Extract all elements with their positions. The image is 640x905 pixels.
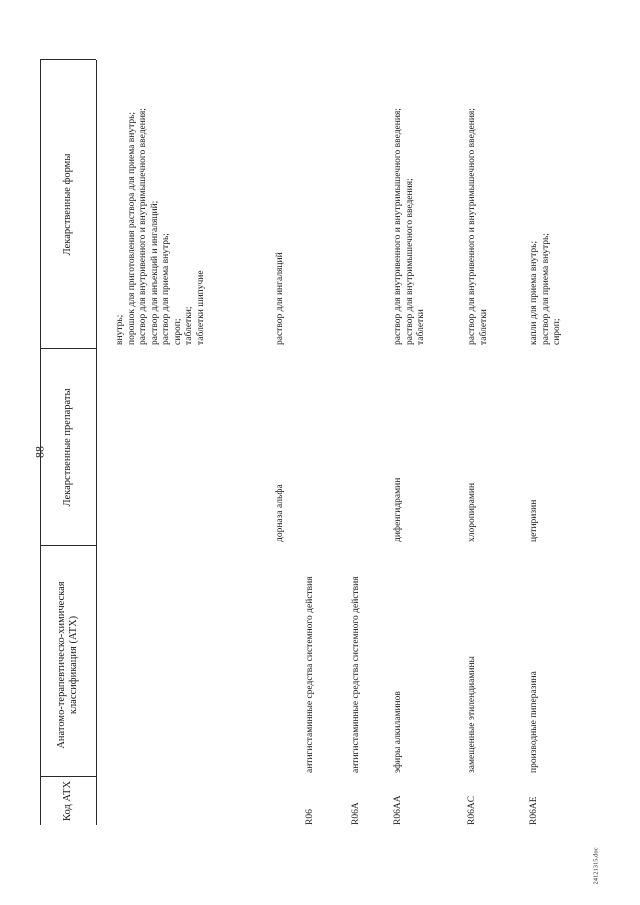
form-line: таблетки шипучие (195, 270, 206, 345)
code-cell: R06 (305, 809, 315, 825)
code-cell: R06AA (393, 795, 403, 825)
form-line: порошок для приготовления раствора для приема внутрь; (126, 111, 137, 345)
drug-cell: дорназа альфа (275, 484, 285, 542)
form-line: таблетки (416, 309, 426, 345)
form-line: таблетки (478, 309, 489, 345)
form-line: раствор для внутривенного и внутримышечного введения; (138, 108, 148, 345)
form-line: таблетки; (184, 306, 194, 345)
form-line: раствор для ингаляций (275, 252, 285, 345)
forms-cell (275, 60, 287, 345)
forms-cell (393, 60, 428, 345)
forms-cell (467, 60, 490, 345)
classification-cell: замещенные этилендиамины (467, 656, 477, 773)
classification-cell: антигистаминные средства системного действия (351, 576, 361, 773)
classification-cell: антигистаминные средства системного действия (305, 576, 315, 773)
form-line: раствор для внутривенного и внутримышечного введения; (393, 108, 403, 345)
form-line: раствор для приема внутрь; (540, 233, 551, 345)
drug-cell: дифенгидрамин (393, 477, 403, 542)
classification-cell: эфиры алкиламинов (393, 691, 403, 773)
form-line: сироп; (552, 318, 562, 345)
drug-cell: цетиризин (529, 499, 539, 542)
header-drugs: Лекарственные препараты (62, 388, 73, 507)
page-number: 88 (32, 446, 47, 458)
form-line: раствор для инъекций и ингаляций; (149, 200, 160, 345)
header-classification: Анатомо-терапевтическо-химическая классификация (АТХ) (56, 581, 79, 749)
forms-cell (115, 60, 207, 345)
code-cell: R06AE (529, 796, 539, 825)
document-filename: 24121315.doc (592, 847, 600, 885)
form-line: сироп; (172, 318, 183, 345)
header-forms: Лекарственные формы (62, 153, 73, 256)
classification-cell: производные пиперазина (529, 671, 539, 773)
forms-cell (529, 60, 564, 345)
form-line: раствор для внутривенного и внутримышечного введения; (467, 108, 477, 345)
form-line: раствор для внутримышечного введения; (404, 178, 415, 345)
drug-cell: хлоропирамин (467, 482, 477, 542)
drug-table (40, 60, 600, 825)
header-code: Код АТХ (62, 780, 73, 822)
code-cell: R06AC (467, 795, 477, 825)
table-header-rule (96, 60, 97, 825)
code-cell: R06A (351, 802, 361, 825)
form-line: капли для приема внутрь; (529, 240, 539, 345)
form-line: раствор для приема внутрь; (161, 233, 171, 345)
table-top-rule (40, 60, 41, 825)
form-line: внутрь; (115, 314, 125, 345)
